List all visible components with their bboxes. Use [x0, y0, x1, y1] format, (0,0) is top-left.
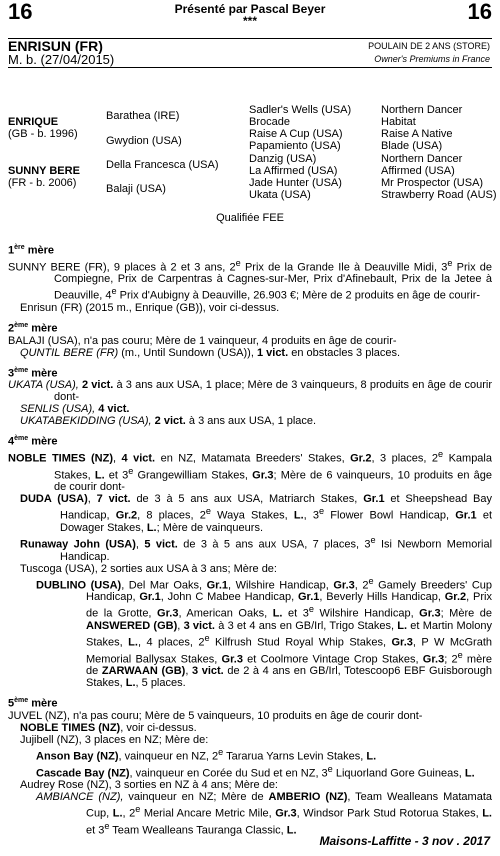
g3-5: La Affirmed (USA) — [249, 165, 338, 177]
g2-1: Gwydion (USA) — [106, 135, 182, 147]
gen-paragraph: NOBLE TIMES (NZ), voir ci-dessus. — [20, 721, 197, 734]
g4-2: Raise A Native — [381, 128, 453, 140]
gen-paragraph: Enrisun (FR) (2015 m., Enrique (GB)), voir ci-dessus. — [20, 301, 280, 314]
pedigree-table — [8, 104, 497, 202]
generation-5 — [8, 695, 492, 836]
gen-paragraph: Tuscoga (USA), 2 sorties aux USA à 3 ans; Mère de: — [20, 562, 277, 575]
horse-details: M. b. (27/04/2015) — [8, 52, 115, 67]
horse-id-box — [8, 38, 492, 68]
gen-title: 1ère mère — [8, 244, 54, 257]
catalogue-notes — [8, 236, 492, 836]
sire-name: ENRIQUE — [8, 116, 59, 128]
gen-title: 3ème mère — [8, 366, 58, 380]
gen-paragraph: DUBLINO (USA), Del Mar Oaks, Gr.1, Wilshire Handicap, Gr.3, 2e Gamely Breeders' Cup Handicap, Gr.1, John C Mabee Handicap, Gr.1, Beverly Hills Handicap, Gr.2, Prix de la Grotte, Gr.3, American Oaks, L. et 3e Wilshire Handicap, Gr.3; Mère de ANSWERED (GB), 3 vict. à 3 et 4 ans en GB/Irl, Trigo Stakes, L. et Martin Molony Stakes, L., 4 places, 2e Kilfrush Stud Royal Whip Stakes, Gr.3, P W McGrath Memorial Ballysax Stakes, Gr.3 et Coolmore Vintage Crop Stakes, Gr.3; 2e mère de ZARWAAN (GB), 3 vict. de 2 à 4 ans en GB/Irl, Totescoop6 EBF Guisborough Stakes, L., 5 places. — [36, 575, 493, 690]
gen-paragraph: QUNTIL BERE (FR) (m., Until Sundown (USA)), 1 vict. en obstacles 3 places. — [20, 346, 401, 359]
g3-7: Ukata (USA) — [249, 189, 311, 201]
page-header — [0, 0, 500, 40]
gen-paragraph: Runaway John (USA), 5 vict. de 3 à 5 ans aux USA, 7 places, 3e Isi Newborn Memorial Handicap. — [20, 534, 493, 563]
gen-paragraph: BALAJI (USA), n'a pas couru; Mère de 1 vainqueur, 4 produits en âge de courir- — [8, 334, 397, 347]
g2-3: Balaji (USA) — [106, 183, 166, 195]
gen-paragraph: AMBIANCE (NZ), vainqueur en NZ; Mère de AMBERIO (NZ), Team Wealleans Matamata Cup, L., 2e Merial Ancare Metric Mile, Gr.3, Windsor Park Stud Rotorua Stakes, L. et 3e Team Wealleans Tauranga Classic, L. — [36, 791, 492, 837]
presenter: Présenté par Pascal Beyer — [174, 2, 326, 16]
g3-3: Papamiento (USA) — [249, 140, 341, 152]
dam-info: (FR - b. 2006) — [8, 177, 77, 189]
gen-paragraph: SUNNY BERE (FR), 9 places à 2 et 3 ans, 2e Prix de la Grande Ile à Deauville Midi, 3e Prix de Compiegne, Prix de Carpentras à Cagnes-sur-Mer, Prix d'Afinebault, Prix de la Jetee à Deauville, 4e Prix d'Aubigny à Deauville, 26.903 €; Mère de 2 produits en âge de courir- — [8, 257, 493, 302]
generation-4 — [8, 433, 492, 689]
g4-4: Northern Dancer — [381, 153, 463, 165]
qualification: Qualifiée FEE — [216, 212, 284, 224]
g3-2: Raise A Cup (USA) — [249, 128, 343, 140]
stars: *** — [242, 14, 257, 28]
sire-info: (GB - b. 1996) — [8, 128, 78, 140]
g4-1: Habitat — [381, 116, 416, 128]
g3-4: Danzig (USA) — [249, 153, 317, 165]
g2-0: Barathea (IRE) — [106, 110, 180, 122]
lot-number-right: 16 — [467, 0, 492, 24]
g4-0: Northern Dancer — [381, 104, 463, 116]
premium-note: Owner's Premiums in France — [374, 54, 490, 64]
gen-paragraph: UKATA (USA), 2 vict. à 3 ans aux USA, 1 place; Mère de 3 vainqueurs, 8 produits en âge de courir dont- — [8, 379, 493, 404]
g3-6: Jade Hunter (USA) — [249, 177, 342, 189]
gen-paragraph: Audrey Rose (NZ), 3 sorties en NZ à 4 ans; Mère de: — [20, 779, 278, 792]
lot-number-left: 16 — [8, 0, 33, 24]
g4-6: Mr Prospector (USA) — [381, 177, 484, 189]
g3-0: Sadler's Wells (USA) — [249, 104, 352, 116]
gen-paragraph: Jujibell (NZ), 3 places en NZ; Mère de: — [20, 733, 209, 746]
gen-title: 5ème mère — [8, 697, 58, 710]
gen-paragraph: DUDA (USA), 7 vict. de 3 à 5 ans aux USA, Matriarch Stakes, Gr.1 et Sheepshead Bay Handicap, Gr.2, 8 places, 2e Waya Stakes, L., 3e Flower Bowl Handicap, Gr.1 et Dowager Stakes, L.; Mère de vainqueurs. — [20, 493, 492, 534]
sex-class: POULAIN DE 2 ANS (STORE) — [368, 41, 490, 51]
generation-1 — [8, 242, 492, 314]
g4-5: Affirmed (USA) — [381, 165, 455, 177]
gen-paragraph: Anson Bay (NZ), vainqueur en NZ, 2e Tararua Yarns Levin Stakes, L. — [36, 746, 377, 763]
generation-3 — [8, 365, 492, 428]
footer-venue-date: Maisons-Laffitte - 3 nov . 2017 — [319, 834, 490, 848]
gen-paragraph: Cascade Bay (NZ), vainqueur en Corée du Sud et en NZ, 3e Liquorland Gore Guineas, L. — [36, 763, 475, 780]
gen-title: 4ème mère — [8, 435, 58, 448]
g2-2: Della Francesca (USA) — [106, 159, 219, 171]
gen-title: 2ème mère — [8, 321, 58, 335]
generation-2 — [8, 320, 492, 359]
gen-paragraph: JUVEL (NZ), n'a pas couru; Mère de 5 vainqueurs, 10 produits en âge de courir dont- — [8, 709, 423, 722]
g4-7: Strawberry Road (AUS) — [381, 189, 497, 201]
g3-1: Brocade — [249, 116, 290, 128]
horse-name: ENRISUN (FR) — [8, 38, 103, 54]
gen-paragraph: UKATABEKIDDING (USA), 2 vict. à 3 ans aux USA, 1 place. — [20, 415, 317, 428]
dam-name: SUNNY BERE — [8, 165, 80, 177]
gen-paragraph: NOBLE TIMES (NZ), 4 vict. en NZ, Matamata Breeders' Stakes, Gr.2, 3 places, 2e Kampala Stakes, L. et 3e Grangewilliam Stakes, Gr.3; Mère de 6 vainqueurs, 10 produits en âge de courir dont- — [8, 448, 493, 494]
g4-3: Blade (USA) — [381, 140, 443, 152]
gen-paragraph: SENLIS (USA), 4 vict. — [20, 403, 130, 416]
